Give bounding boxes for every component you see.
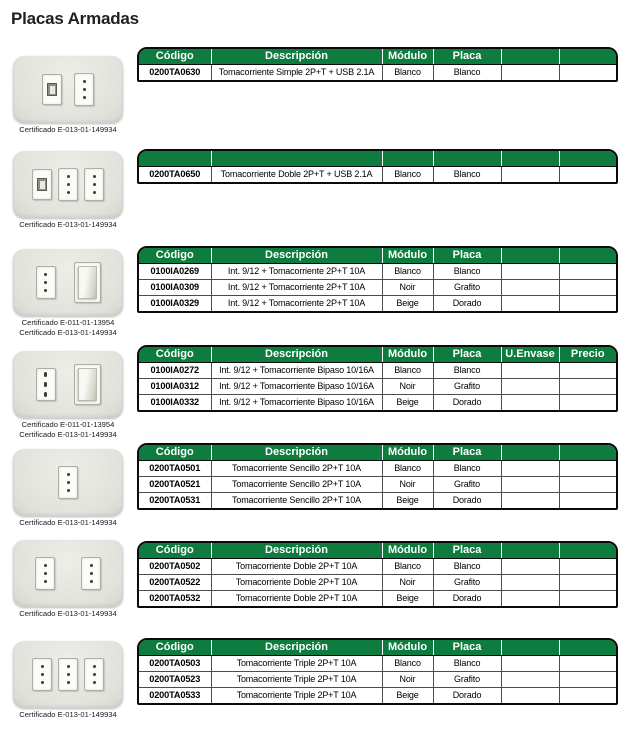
column-header: Código [139,347,211,362]
socket-hole [93,665,96,668]
table-cell: 0200TA0503 [139,655,211,671]
product-table [139,543,616,606]
table-header [139,640,616,655]
table-cell: Dorado [433,687,501,703]
table-body [139,655,616,703]
socket-hole [67,489,70,492]
column-header [559,543,616,558]
table-cell [559,558,616,574]
table-cell: Noir [382,671,433,687]
column-header: Código [139,445,211,460]
table-cell [501,362,559,378]
catalog-table [137,345,618,412]
switch-module [74,262,101,303]
table-cell: Beige [382,492,433,508]
table-row [139,590,616,606]
table-cell: Blanco [433,64,501,80]
table-cell: 0200TA0501 [139,460,211,476]
certificate-label: Certificado E-013-01-149934 [19,518,117,527]
socket-hole [93,175,96,178]
table-cell: Int. 9/12 + Tomacorriente Bipaso 10/16A [211,378,382,394]
product-figure [2,151,134,230]
socket-hole [93,673,96,676]
table-cell [559,64,616,80]
certificate-captions [2,609,134,619]
table-cell: Int. 9/12 + Tomacorriente 2P+T 10A [211,279,382,295]
table-cell: 0200TA0630 [139,64,211,80]
socket-hole [44,281,47,284]
certificate-captions [2,518,134,528]
table-header [139,248,616,263]
catalog-table [137,47,618,82]
table-cell [501,558,559,574]
table-cell: Dorado [433,394,501,410]
certificate-captions [2,420,134,440]
product-figure [2,641,134,720]
socket-hole [44,382,47,387]
table-cell [501,687,559,703]
table-cell: Blanco [382,263,433,279]
table-row [139,64,616,80]
column-header: Placa [433,543,501,558]
socket-hole [44,372,47,377]
table-row [139,394,616,410]
product-plate-image [13,641,123,708]
table-cell [559,492,616,508]
product-table [139,248,616,311]
usb-tongue [50,86,55,94]
table-cell [501,492,559,508]
socket-hole [67,681,70,684]
table-cell: Tomacorriente Doble 2P+T 10A [211,558,382,574]
product-plate-image [13,249,123,316]
column-header: Descripción [211,640,382,655]
table-cell: Blanco [433,263,501,279]
usb-port-icon [37,178,47,191]
product-plate-image [13,449,123,516]
column-header [559,248,616,263]
table-header-row [139,49,616,64]
column-header: Descripción [211,248,382,263]
table-cell: Int. 9/12 + Tomacorriente Bipaso 10/16A [211,394,382,410]
usb-port-icon [47,83,57,96]
table-cell: 0100IA0269 [139,263,211,279]
table-cell: 0200TA0532 [139,590,211,606]
table-cell: Grafito [433,378,501,394]
socket-hole [67,175,70,178]
table-row [139,166,616,182]
table-cell: 0200TA0521 [139,476,211,492]
socket-module [81,557,101,590]
socket-module [36,266,56,299]
column-header [559,49,616,64]
table-cell: Dorado [433,492,501,508]
socket-hole [93,191,96,194]
certificate-label: Certificado E-013-01-149934 [19,125,117,134]
table-cell: Dorado [433,590,501,606]
socket-hole [44,273,47,276]
table-cell [559,590,616,606]
socket-hole [90,564,93,567]
socket-hole [67,191,70,194]
table-cell: Grafito [433,671,501,687]
usb-module [32,169,52,200]
socket-hole [67,473,70,476]
socket-module [74,73,94,106]
table-cell [501,64,559,80]
table-row [139,655,616,671]
socket-hole [90,580,93,583]
table-cell [501,655,559,671]
column-header [559,151,616,166]
table-cell: Noir [382,378,433,394]
column-header [382,151,433,166]
socket-hole [67,673,70,676]
table-cell: Tomacorriente Triple 2P+T 10A [211,671,382,687]
table-header [139,445,616,460]
table-cell [501,590,559,606]
table-cell: 0100IA0332 [139,394,211,410]
column-header: Placa [433,347,501,362]
table-cell: Tomacorriente Simple 2P+T + USB 2.1A [211,64,382,80]
column-header: Código [139,248,211,263]
column-header [501,151,559,166]
table-cell: Blanco [382,558,433,574]
table-cell: Beige [382,295,433,311]
table-row [139,476,616,492]
table-header-row [139,347,616,362]
table-header [139,151,616,166]
table-cell: Tomacorriente Doble 2P+T + USB 2.1A [211,166,382,182]
product-figure [2,449,134,528]
product-figure [2,351,134,440]
table-body [139,362,616,410]
socket-hole [93,183,96,186]
table-cell: Grafito [433,574,501,590]
socket-hole [41,681,44,684]
socket-hole [44,289,47,292]
table-cell: Blanco [433,166,501,182]
socket-hole [90,572,93,575]
table-header [139,543,616,558]
table-cell: Beige [382,687,433,703]
certificate-label: Certificado E-013-01-149934 [19,609,117,618]
certificate-captions [2,125,134,135]
table-row [139,362,616,378]
table-cell: Tomacorriente Sencillo 2P+T 10A [211,492,382,508]
column-header [501,445,559,460]
column-header [559,640,616,655]
table-row [139,687,616,703]
table-row [139,558,616,574]
table-cell [501,263,559,279]
table-cell: Int. 9/12 + Tomacorriente Bipaso 10/16A [211,362,382,378]
certificate-label: Certificado E-013-01-149934 [19,710,117,719]
socket-hole [83,88,86,91]
table-cell: Grafito [433,476,501,492]
table-header-row [139,543,616,558]
usb-tongue [40,181,45,189]
certificate-captions [2,710,134,720]
table-cell [501,574,559,590]
table-body [139,64,616,80]
table-header-row [139,445,616,460]
table-cell [559,394,616,410]
product-table [139,151,616,182]
table-cell [501,460,559,476]
column-header: Módulo [382,248,433,263]
table-body [139,558,616,606]
table-cell: 0200TA0523 [139,671,211,687]
table-header [139,49,616,64]
table-cell [559,655,616,671]
table-cell [559,574,616,590]
catalog-table [137,541,618,608]
column-header [559,445,616,460]
table-header-row [139,640,616,655]
table-cell: 0100IA0312 [139,378,211,394]
product-figure [2,56,134,135]
table-cell: 0100IA0309 [139,279,211,295]
table-cell [559,378,616,394]
table-cell: Blanco [382,655,433,671]
table-cell: Blanco [382,460,433,476]
certificate-label: Certificado E-013-01-149934 [19,328,117,337]
table-cell [559,166,616,182]
column-header [139,151,211,166]
table-cell: Tomacorriente Triple 2P+T 10A [211,655,382,671]
product-table [139,49,616,80]
table-row [139,574,616,590]
catalog-table [137,246,618,313]
column-header: Placa [433,248,501,263]
column-header [501,543,559,558]
socket-hole [41,673,44,676]
table-cell [501,394,559,410]
rocker-switch-icon [78,368,97,401]
table-cell [501,671,559,687]
socket-hole [44,580,47,583]
usb-module [42,74,62,105]
table-row [139,492,616,508]
switch-module [74,364,101,405]
table-cell: Beige [382,590,433,606]
table-cell: Noir [382,574,433,590]
table-cell: Tomacorriente Doble 2P+T 10A [211,590,382,606]
column-header: Placa [433,49,501,64]
socket-hole [41,665,44,668]
table-cell: 0100IA0329 [139,295,211,311]
product-table [139,347,616,410]
table-header [139,347,616,362]
table-cell: Blanco [433,558,501,574]
table-cell [501,295,559,311]
table-cell: Noir [382,476,433,492]
table-row [139,460,616,476]
table-cell: Noir [382,279,433,295]
socket-hole [67,183,70,186]
table-cell: Tomacorriente Sencillo 2P+T 10A [211,476,382,492]
product-plate-image [13,56,123,123]
page-title: Placas Armadas [11,9,139,28]
table-cell: Tomacorriente Doble 2P+T 10A [211,574,382,590]
socket-hole [44,392,47,397]
product-plate-image [13,351,123,418]
table-cell: Int. 9/12 + Tomacorriente 2P+T 10A [211,263,382,279]
socket-hole [44,564,47,567]
table-cell: Beige [382,394,433,410]
socket-module [58,466,78,499]
table-cell: Blanco [382,64,433,80]
table-row [139,671,616,687]
table-cell: 0200TA0502 [139,558,211,574]
socket-module [58,168,78,201]
product-table [139,445,616,508]
certificate-captions [2,318,134,338]
socket-module [32,658,52,691]
catalog-table [137,149,618,184]
column-header: Código [139,543,211,558]
table-cell [559,671,616,687]
table-row [139,378,616,394]
socket-module [84,168,104,201]
table-cell [559,460,616,476]
product-plate-image [13,540,123,607]
table-cell [559,279,616,295]
socket-hole [93,681,96,684]
table-cell: Dorado [433,295,501,311]
socket-hole [83,80,86,83]
product-figure [2,540,134,619]
column-header: Módulo [382,543,433,558]
socket-module [58,658,78,691]
table-cell: 0200TA0650 [139,166,211,182]
column-header: Módulo [382,640,433,655]
column-header: U.Envase [501,347,559,362]
socket-hole [44,572,47,575]
column-header: Placa [433,640,501,655]
column-header: Código [139,49,211,64]
column-header: Placa [433,445,501,460]
table-header-row [139,248,616,263]
table-row [139,295,616,311]
table-cell: Grafito [433,279,501,295]
column-header: Módulo [382,49,433,64]
product-figure [2,249,134,338]
table-cell [559,295,616,311]
column-header [211,151,382,166]
socket-hole [83,96,86,99]
table-cell: Tomacorriente Sencillo 2P+T 10A [211,460,382,476]
certificate-captions [2,220,134,230]
table-body [139,460,616,508]
table-cell [501,279,559,295]
table-cell: Blanco [382,166,433,182]
column-header [501,49,559,64]
column-header [501,640,559,655]
table-cell: Blanco [433,362,501,378]
column-header: Módulo [382,347,433,362]
table-cell: Blanco [382,362,433,378]
table-cell: 0200TA0533 [139,687,211,703]
table-cell [559,362,616,378]
table-cell: 0200TA0531 [139,492,211,508]
table-cell [501,166,559,182]
rocker-switch-icon [78,266,97,299]
table-cell [501,378,559,394]
table-cell: Blanco [433,460,501,476]
column-header: Descripción [211,543,382,558]
column-header [433,151,501,166]
column-header: Código [139,640,211,655]
certificate-label: Certificado E-011-01-13954 [21,420,115,429]
socket-module [35,557,55,590]
table-cell [559,263,616,279]
table-header-row [139,151,616,166]
socket-hole [67,481,70,484]
table-cell [559,476,616,492]
column-header: Módulo [382,445,433,460]
certificate-label: Certificado E-011-01-13954 [21,318,115,327]
catalog-table [137,638,618,705]
socket-hole [67,665,70,668]
column-header [501,248,559,263]
certificate-label: Certificado E-013-01-149934 [19,220,117,229]
socket-module [84,658,104,691]
table-row [139,263,616,279]
table-cell: Tomacorriente Triple 2P+T 10A [211,687,382,703]
product-plate-image [13,151,123,218]
table-cell: Int. 9/12 + Tomacorriente 2P+T 10A [211,295,382,311]
table-row [139,279,616,295]
catalog-table [137,443,618,510]
table-cell [501,476,559,492]
table-cell: 0200TA0522 [139,574,211,590]
table-body [139,263,616,311]
table-cell: 0100IA0272 [139,362,211,378]
column-header: Descripción [211,49,382,64]
certificate-label: Certificado E-013-01-149934 [19,430,117,439]
table-cell [559,687,616,703]
column-header: Descripción [211,347,382,362]
table-cell: Blanco [433,655,501,671]
product-table [139,640,616,703]
column-header: Descripción [211,445,382,460]
table-body [139,166,616,182]
socket-bipaso-module [36,368,56,401]
column-header: Precio [559,347,616,362]
